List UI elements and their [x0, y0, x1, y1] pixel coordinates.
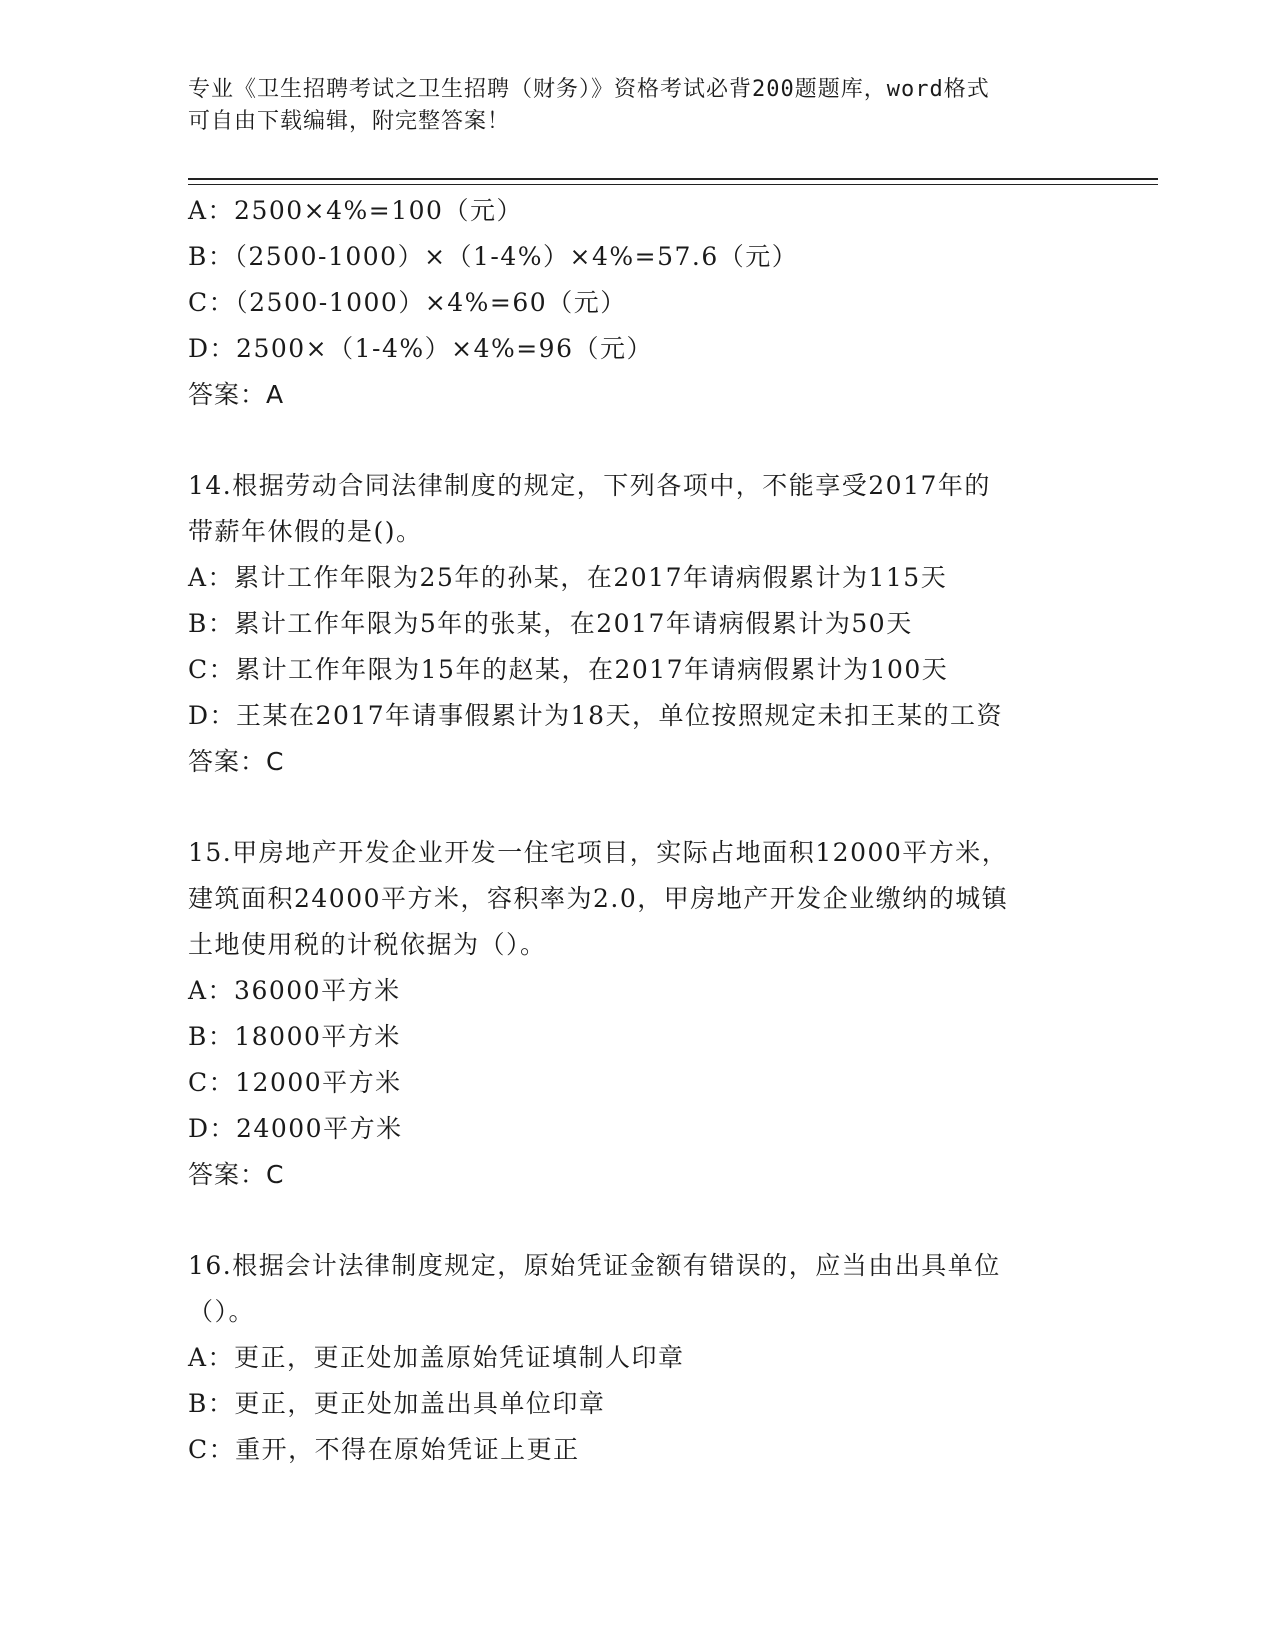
- option-b: B：累计工作年限为5年的张某，在2017年请病假累计为50天: [188, 609, 913, 638]
- option-a: A：更正，更正处加盖原始凭证填制人印章: [188, 1343, 685, 1372]
- question-16: [188, 1243, 1188, 1473]
- question-14: [188, 463, 1188, 785]
- option-a: A：2500×4%=100（元）: [188, 196, 523, 225]
- document-header: [188, 74, 1088, 138]
- option-b: B：18000平方米: [188, 1022, 401, 1051]
- question-stem-line: 15.甲房地产开发企业开发一住宅项目，实际占地面积12000平方米，: [188, 838, 1009, 867]
- question-stem-line: （）。: [188, 1297, 256, 1326]
- question-stem-line: 土地使用税的计税依据为（）。: [188, 930, 547, 959]
- question-13: [188, 188, 1188, 418]
- option-c: C：累计工作年限为15年的赵某，在2017年请病假累计为100天: [188, 655, 949, 684]
- question-stem-line: 14.根据劳动合同法律制度的规定，下列各项中，不能享受2017年的: [188, 471, 991, 500]
- header-line-2: 可自由下载编辑，附完整答案！: [188, 109, 511, 134]
- question-content: [188, 188, 1188, 1473]
- question-stem-line: 16.根据会计法律制度规定，原始凭证金额有错误的，应当由出具单位: [188, 1251, 1001, 1280]
- option-c: C：重开，不得在原始凭证上更正: [188, 1435, 580, 1464]
- answer-line: 答案：C: [188, 1160, 285, 1189]
- question-stem-line: 带薪年休假的是()。: [188, 517, 423, 546]
- answer-line: 答案：A: [188, 380, 285, 409]
- option-a: A：36000平方米: [188, 976, 401, 1005]
- header-divider-thick: [188, 178, 1158, 180]
- header-line-1: 专业《卫生招聘考试之卫生招聘（财务）》资格考试必背200题题库，word格式: [188, 77, 990, 102]
- option-d: D：24000平方米: [188, 1114, 403, 1143]
- header-divider-thin: [188, 184, 1158, 185]
- option-c: C：12000平方米: [188, 1068, 402, 1097]
- option-d: D：王某在2017年请事假累计为18天，单位按照规定未扣王某的工资: [188, 701, 1003, 730]
- question-stem-line: 建筑面积24000平方米，容积率为2.0，甲房地产开发企业缴纳的城镇: [188, 884, 1009, 913]
- option-b: B：更正，更正处加盖出具单位印章: [188, 1389, 606, 1418]
- option-d: D：2500×（1-4%）×4%=96（元）: [188, 334, 653, 363]
- option-c: C：（2500-1000）×4%=60（元）: [188, 288, 627, 317]
- question-15: [188, 830, 1188, 1198]
- option-a: A：累计工作年限为25年的孙某，在2017年请病假累计为115天: [188, 563, 948, 592]
- option-b: B：（2500-1000）×（1-4%）×4%=57.6（元）: [188, 242, 799, 271]
- answer-line: 答案：C: [188, 747, 285, 776]
